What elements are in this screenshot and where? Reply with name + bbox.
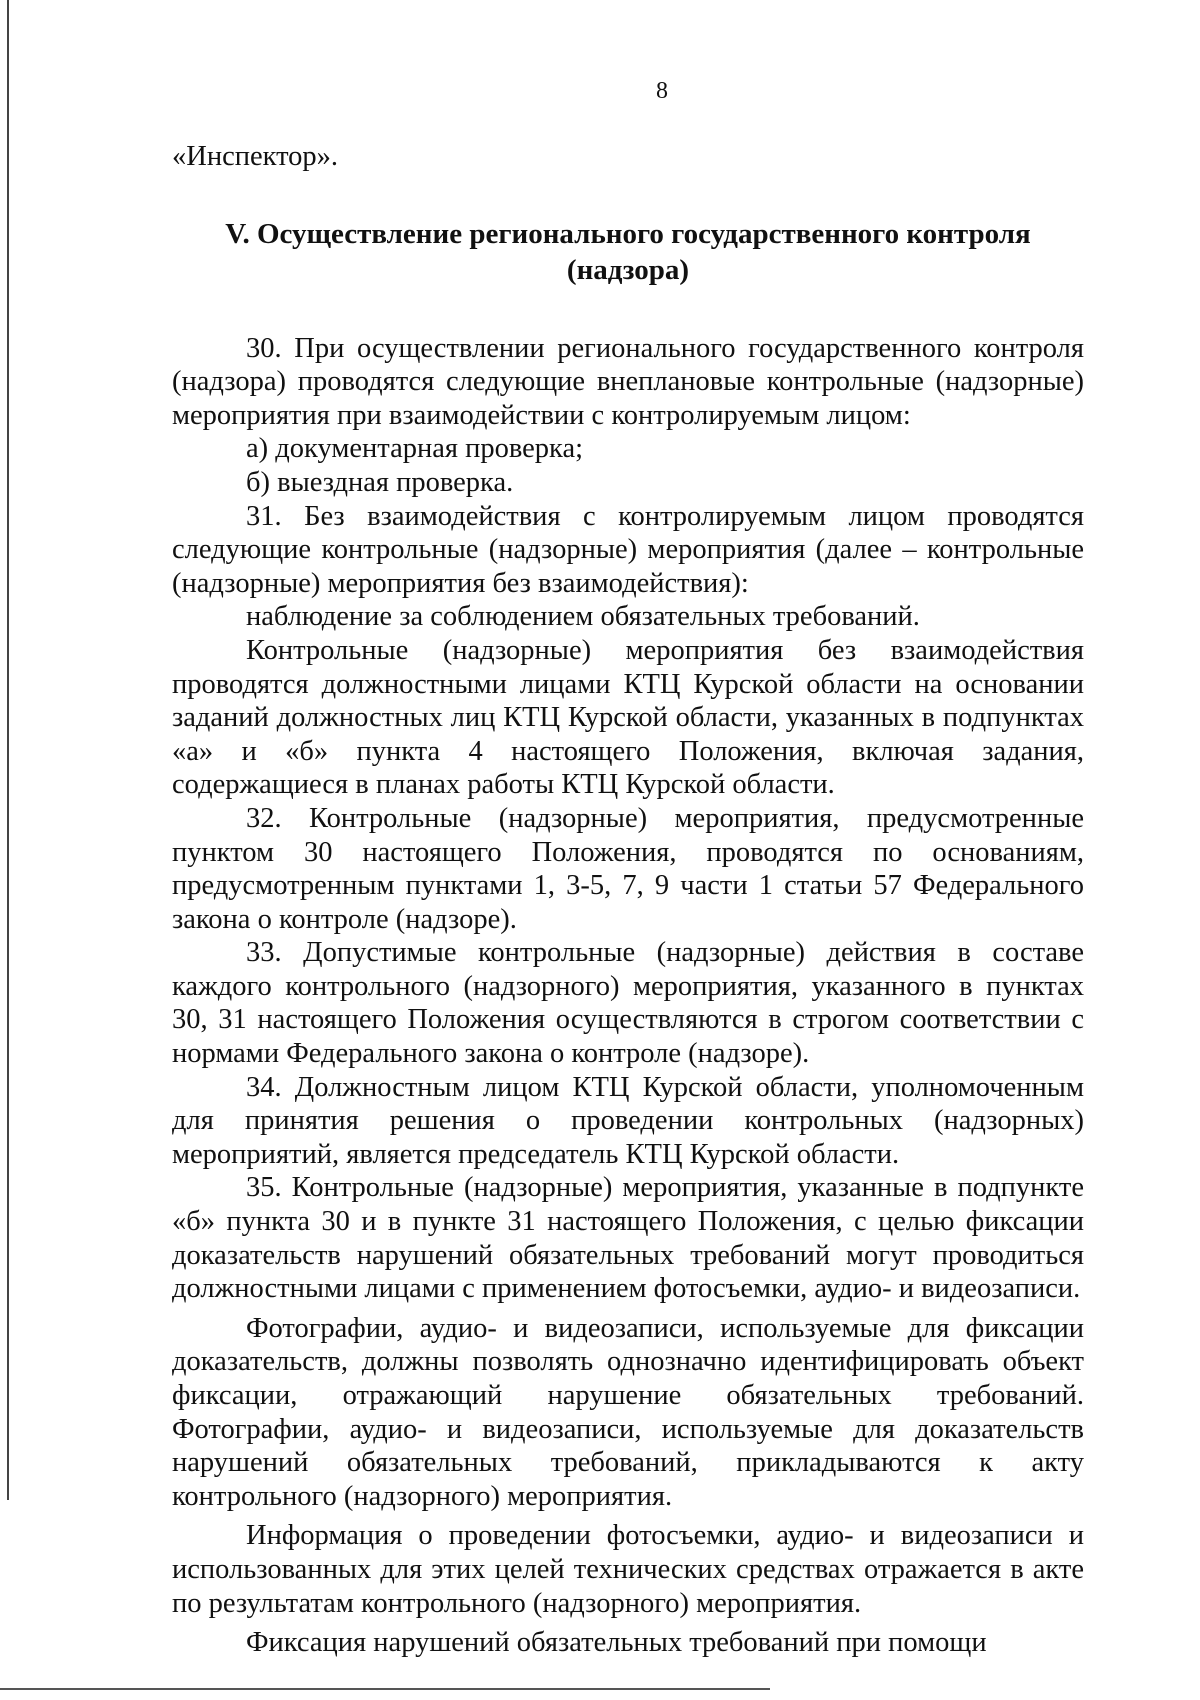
list-item-a: а) документарная проверка; — [246, 433, 584, 465]
paragraph-34: 34. Должностным лицом КТЦ Курской области, уполномоченным для принятия решения о проведении контрольных (надзорных) мероприятий, является председатель КТЦ Курской области. — [172, 1071, 1084, 1170]
section-heading-line-2: (надзора) — [566, 253, 690, 286]
list-item-b: б) выездная проверка. — [246, 466, 514, 498]
observation-item: наблюдение за соблюдением обязательных требований. — [246, 601, 920, 633]
paragraph-32: 32. Контрольные (надзорные) мероприятия, предусмотренные пунктом 30 настоящего Положения, проводятся по основаниям, предусмотренным пунктами 1, 3-5, 7, 9 части 1 статьи 57 Федерального закона о контроле (надзоре). — [172, 802, 1084, 935]
paragraph-photos: Фотографии, аудио- и видеозаписи, используемые для фиксации доказательств, должны позволять однозначно идентифицировать объект фиксации, отражающий нарушение обязательных требований. Фотографии, аудио- и видеозаписи, используемые для доказательств нарушений обязательных требований, прикладываются к акту контрольного (надзорного) мероприятия. — [172, 1312, 1084, 1512]
page-left-edge — [7, 0, 9, 1500]
paragraph-33: 33. Допустимые контрольные (надзорные) действия в составе каждого контрольного (надзорного) мероприятия, указанного в пунктах 30, 31 настоящего Положения осуществляются в строгом соответствии с нормами Федерального закона о контроле (надзоре). — [172, 937, 1084, 1070]
paragraph-information: Информация о проведении фотосъемки, аудио- и видеозаписи и использованных для этих целей технических средствах отражается в акте по результатам контрольного (надзорного) мероприятия. — [172, 1520, 1084, 1619]
document-body — [172, 140, 1084, 1660]
page-bottom-edge — [0, 1688, 770, 1690]
section-heading-line-1: V. Осуществление регионального государственного контроля — [225, 217, 1031, 250]
section-heading — [172, 216, 1084, 288]
page-number: 8 — [656, 78, 668, 104]
paragraph-without-interaction: Контрольные (надзорные) мероприятия без взаимодействия проводятся должностными лицами КТЦ Курской области на основании заданий должностных лиц КТЦ Курской области, указанных в подпунктах «а» и «б» пункта 4 настоящего Положения, включая задания, содержащиеся в планах работы КТЦ Курской области. — [172, 634, 1084, 801]
paragraph-fixation: Фиксация нарушений обязательных требований при помощи — [246, 1627, 987, 1659]
paragraph-31: 31. Без взаимодействия с контролируемым лицом проводятся следующие контрольные (надзорные) мероприятия (далее – контрольные (надзорные) мероприятия без взаимодействия): — [172, 500, 1084, 599]
paragraph-30: 30. При осуществлении регионального государственного контроля (надзора) проводятся следующие внеплановые контрольные (надзорные) мероприятия при взаимодействии с контролируемым лицом: — [172, 332, 1084, 431]
lead-line: «Инспектор». — [172, 141, 339, 172]
paragraph-35: 35. Контрольные (надзорные) мероприятия, указанные в подпункте «б» пункта 30 и в пункте 31 настоящего Положения, с целью фиксации доказательств нарушений обязательных требований могут проводиться должностными лицами с применением фотосъемки, аудио- и видеозаписи. — [172, 1172, 1084, 1305]
